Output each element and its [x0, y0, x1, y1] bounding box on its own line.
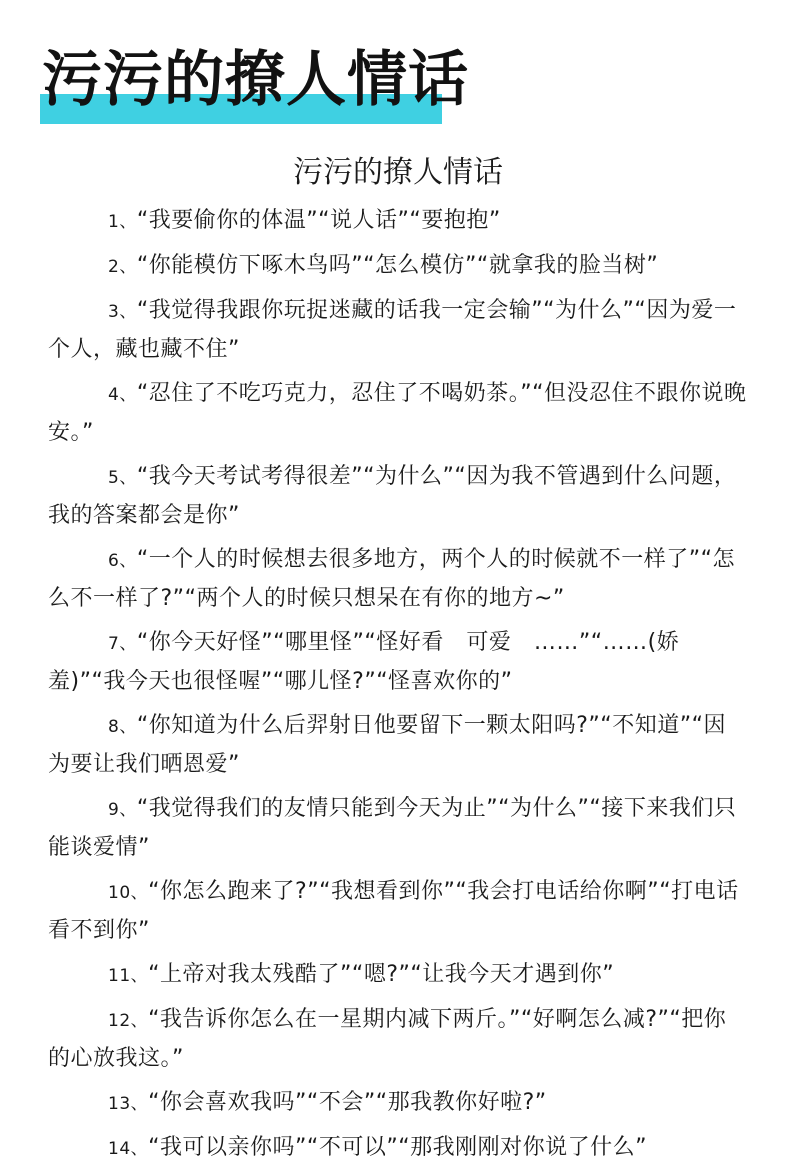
item-number: 5、: [108, 468, 137, 488]
item-number: 13、: [108, 1094, 149, 1114]
banner-title: 污污的撩人情话: [42, 45, 469, 115]
item-text: “忍住了不吃巧克力，忍住了不喝奶茶。”“但没忍住不跟你说晚安。”: [48, 381, 747, 445]
item-text: “上帝对我太残酷了”“嗯?”“让我今天才遇到你”: [148, 962, 615, 987]
item-text: “你能模仿下啄木鸟吗”“怎么模仿”“就拿我的脸当树”: [136, 253, 659, 278]
item-text: “我可以亲你吗”“不可以”“那我刚刚对你说了什么”: [148, 1135, 648, 1160]
list-item: [48, 956, 748, 995]
item-number: 1、: [108, 212, 137, 232]
item-text: “你知道为什么后羿射日他要留下一颗太阳吗?”“不知道”“因为要让我们晒恩爱”: [48, 713, 726, 777]
header-banner: [40, 38, 469, 128]
list-item: [48, 1129, 748, 1168]
item-number: 10、: [108, 883, 149, 903]
item-text: “我告诉你怎么在一星期内减下两斤。”“好啊怎么减?”“把你的心放我这。”: [48, 1007, 727, 1071]
list-item: [48, 292, 748, 369]
item-number: 9、: [108, 800, 137, 820]
list-item: [48, 247, 748, 286]
item-number: 7、: [108, 634, 137, 654]
item-text: “你会喜欢我吗”“不会”“那我教你好啦?”: [148, 1090, 547, 1115]
item-text: “你今天好怪”“哪里怪”“怪好看 可爱 ……”“……(娇羞)”“我今天也很怪喔”“哪儿怪?”“怪喜欢你的”: [48, 630, 680, 694]
quote-list: [48, 202, 748, 1168]
list-item: [48, 375, 748, 452]
item-number: 11、: [108, 966, 149, 986]
item-text: “我今天考试考得很差”“为什么”“因为我不管遇到什么问题，我的答案都会是你”: [48, 464, 737, 528]
list-item: [48, 873, 748, 950]
list-item: [48, 458, 748, 535]
item-number: 6、: [108, 551, 137, 571]
list-item: [48, 1001, 748, 1078]
item-number: 14、: [108, 1139, 149, 1159]
list-item: [48, 790, 748, 867]
item-text: “你怎么跑来了?”“我想看到你”“我会打电话给你啊”“打电话看不到你”: [48, 879, 739, 943]
list-item: [48, 624, 748, 701]
item-number: 8、: [108, 717, 137, 737]
item-number: 4、: [108, 385, 137, 405]
list-item: [48, 202, 748, 241]
item-number: 2、: [108, 257, 137, 277]
item-text: “我要偷你的体温”“说人话”“要抱抱”: [136, 208, 501, 233]
item-number: 12、: [108, 1011, 149, 1031]
list-item: [48, 1084, 748, 1123]
item-text: “一个人的时候想去很多地方，两个人的时候就不一样了”“怎么不一样了?”“两个人的时候只想呆在有你的地方~”: [48, 547, 736, 611]
article-body: [48, 148, 748, 1174]
list-item: [48, 541, 748, 618]
item-text: “我觉得我们的友情只能到今天为止”“为什么”“接下来我们只能谈爱情”: [48, 796, 737, 860]
list-item: [48, 707, 748, 784]
item-text: “我觉得我跟你玩捉迷藏的话我一定会输”“为什么”“因为爱一个人，藏也藏不住”: [48, 298, 737, 362]
item-number: 3、: [108, 302, 137, 322]
article-title: 污污的撩人情话: [293, 155, 503, 190]
